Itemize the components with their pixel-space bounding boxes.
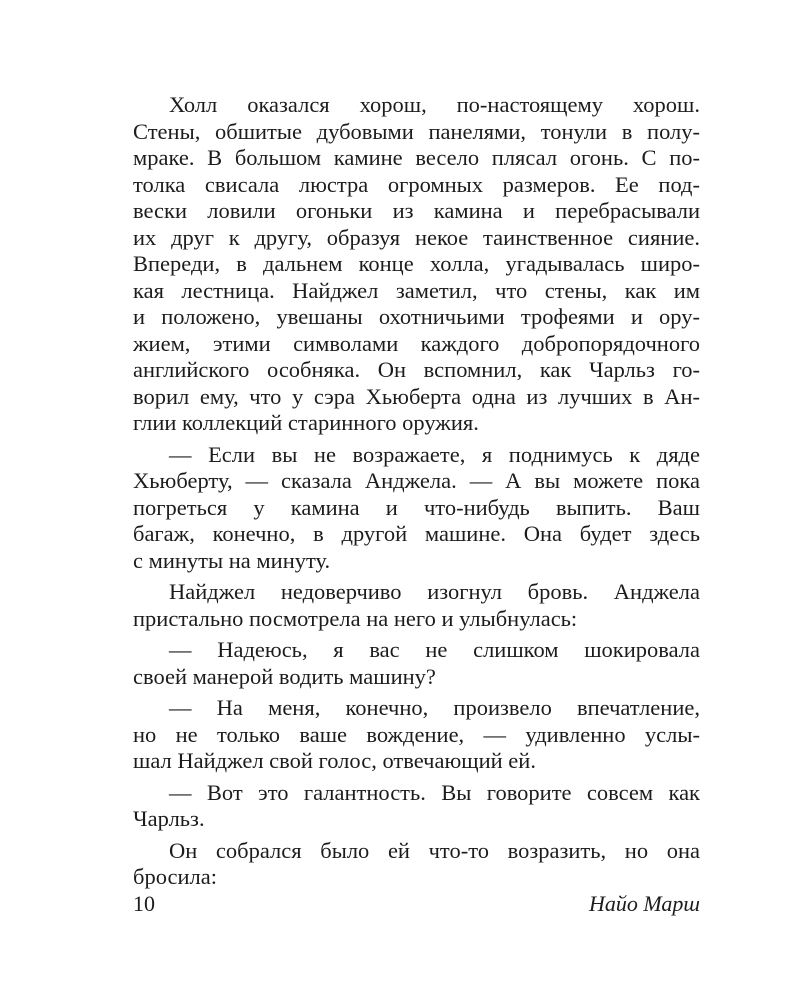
paragraph bbox=[133, 695, 700, 775]
page-footer bbox=[133, 891, 700, 921]
paragraph bbox=[133, 780, 700, 833]
paragraph bbox=[133, 637, 700, 690]
text-line: Чарльз. bbox=[133, 806, 205, 831]
text-line: с минуты на минуту. bbox=[133, 547, 331, 573]
text-line: — Вот это галантность. Вы говорите совсем как bbox=[169, 779, 700, 805]
text-line: но не только ваше вождение, — удивленно услы- bbox=[133, 721, 700, 747]
paragraph bbox=[133, 579, 700, 632]
text-line: багаж, конечно, в другой машине. Она будет здесь bbox=[133, 521, 700, 546]
text-line: кая лестница. Найджел заметил, что стены, как им bbox=[133, 277, 700, 303]
running-author: Найо Марш bbox=[588, 891, 700, 916]
page-number: 10 bbox=[133, 891, 155, 916]
text-line: Он собрался было ей что-то возразить, но она bbox=[169, 837, 700, 863]
text-line: шал Найджел свой голос, отвечающий ей. bbox=[133, 748, 536, 773]
text-line: их друг к другу, образуя некое таинственное сияние. bbox=[133, 224, 700, 250]
text-line: бросила: bbox=[133, 864, 218, 889]
text-line: своей манерой водить машину? bbox=[133, 663, 436, 689]
paragraph bbox=[133, 92, 700, 437]
text-line: Найджел недоверчиво изогнул бровь. Анджела bbox=[169, 579, 700, 604]
text-line: английского особняка. Он вспомнил, как Чарльз го- bbox=[133, 357, 700, 382]
text-line: — На меня, конечно, произвело впечатление, bbox=[169, 695, 700, 720]
text-line: Впереди, в дальнем конце холла, угадывалась широ- bbox=[133, 251, 700, 276]
text-line: погреться у камина и что-нибудь выпить. Ваш bbox=[133, 494, 700, 520]
text-line: вески ловили огоньки из камина и перебрасывали bbox=[133, 198, 700, 223]
text-line: Хьюберту, — сказала Анджела. — А вы можете пока bbox=[133, 468, 700, 493]
text-line: жием, этими символами каждого добропорядочного bbox=[133, 330, 700, 356]
text-line: — Надеюсь, я вас не слишком шокировала bbox=[169, 637, 700, 662]
text-line: Стены, обшитые дубовыми панелями, тонули в полу- bbox=[133, 118, 700, 144]
text-line: Холл оказался хорош, по-настоящему хорош. bbox=[169, 92, 700, 117]
text-line: мраке. В большом камине весело плясал огонь. С по- bbox=[133, 145, 700, 170]
paragraph bbox=[133, 442, 700, 575]
text-line: толка свисала люстра огромных размеров. Ее под- bbox=[133, 171, 700, 197]
text-line: пристально посмотрела на него и улыбнулась: bbox=[133, 605, 578, 631]
text-line: и положено, увешаны охотничьими трофеями и ору- bbox=[133, 304, 700, 329]
text-line: ворил ему, что у сэра Хьюберта одна из лучших в Ан- bbox=[133, 383, 700, 409]
text-line: — Если вы не возражаете, я поднимусь к дяде bbox=[169, 441, 700, 467]
page-body bbox=[133, 92, 700, 896]
paragraph bbox=[133, 838, 700, 891]
text-line: глии коллекций старинного оружия. bbox=[133, 410, 479, 435]
